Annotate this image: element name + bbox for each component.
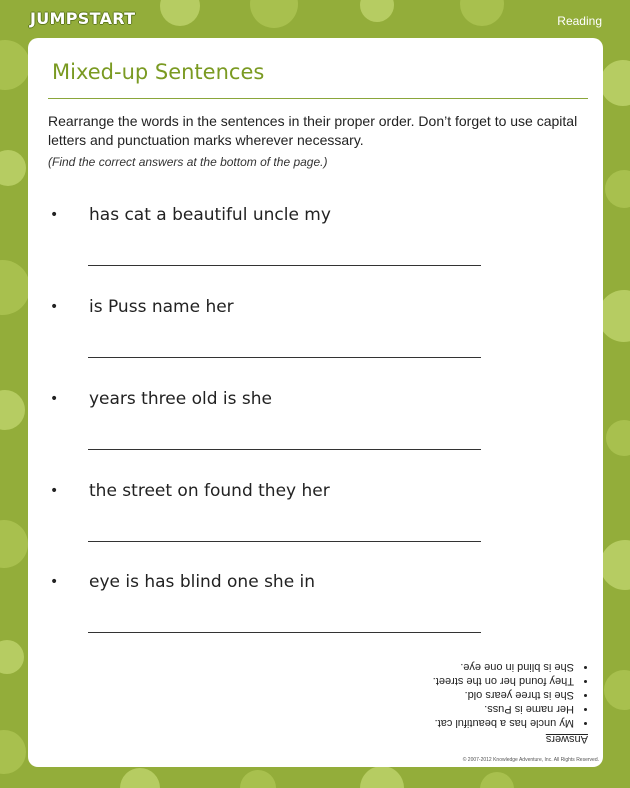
sentence-item bbox=[28, 388, 603, 460]
jumpstart-logo: JUMPSTART bbox=[30, 9, 136, 28]
answer-line bbox=[88, 357, 481, 358]
bullet-icon: • bbox=[50, 574, 59, 590]
sentence-item bbox=[28, 571, 603, 643]
bullet-icon: • bbox=[50, 391, 59, 407]
title-divider bbox=[48, 98, 588, 99]
answers-list bbox=[418, 660, 588, 730]
answer-item: • My uncle has a beautiful cat. bbox=[418, 716, 574, 730]
bullet-icon: • bbox=[50, 483, 59, 499]
bullet-icon: • bbox=[50, 207, 59, 223]
answer-item: • They found her on the street. bbox=[418, 674, 574, 688]
worksheet-title: Mixed-up Sentences bbox=[52, 60, 265, 84]
answer-item: • She is blind in one eye. bbox=[418, 660, 574, 674]
answers-title: Answers bbox=[545, 733, 588, 745]
scrambled-sentence: has cat a beautiful uncle my bbox=[89, 205, 331, 225]
sentence-item bbox=[28, 296, 603, 368]
sentence-item bbox=[28, 480, 603, 552]
answer-item: • She is three years old. bbox=[418, 688, 574, 702]
answer-line bbox=[88, 449, 481, 450]
answers-hint: (Find the correct answers at the bottom of the page.) bbox=[48, 155, 328, 169]
answer-line bbox=[88, 632, 481, 633]
subject-label: Reading bbox=[557, 14, 602, 28]
sentence-item bbox=[28, 204, 603, 276]
scrambled-sentence: is Puss name her bbox=[89, 297, 234, 317]
instructions-text: Rearrange the words in the sentences in their proper order. Don’t forget to use capital letters and punctuation marks wherever necessary. bbox=[48, 113, 578, 148]
copyright-notice: © 2007-2012 Knowledge Adventure, Inc. All Rights Reserved. bbox=[462, 757, 599, 763]
answer-item: • Her name is Puss. bbox=[418, 702, 574, 716]
worksheet-card bbox=[28, 38, 603, 767]
answer-line bbox=[88, 541, 481, 542]
answer-line bbox=[88, 265, 481, 266]
scrambled-sentence: eye is has blind one she in bbox=[89, 572, 316, 592]
bullet-icon: • bbox=[50, 299, 59, 315]
scrambled-sentence: years three old is she bbox=[89, 389, 272, 409]
scrambled-sentence: the street on found they her bbox=[89, 481, 330, 501]
upside-down-answer-key bbox=[418, 660, 588, 746]
